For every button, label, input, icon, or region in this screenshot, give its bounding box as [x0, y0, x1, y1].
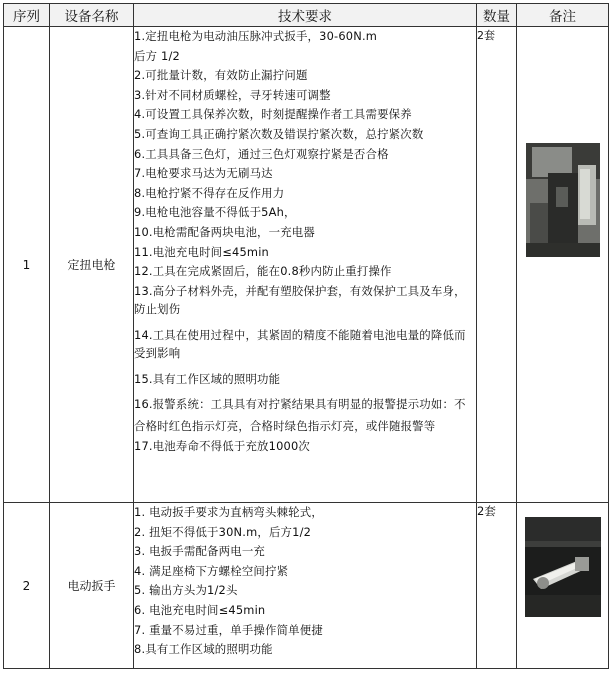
requirement-line: 6. 电池充电时间≤45min [134, 602, 266, 617]
requirement-line: 4.可设置工具保养次数，时刻提醒操作者工具需要保养 [134, 107, 412, 122]
requirement-line: 5.可查询工具正确拧紧次数及错误拧紧次数，总拧紧次数 [134, 126, 424, 141]
requirement-line: 7. 重量不易过重，单手操作简单便捷 [134, 622, 323, 637]
quantity: 2套 [477, 503, 517, 669]
header-no: 序列 [4, 4, 50, 27]
row-number: 2 [4, 503, 50, 669]
requirement-line: 3. 电扳手需配备两电一充 [134, 544, 265, 559]
requirement-line: 17.电池寿命不得低于充放1000次 [134, 439, 311, 454]
requirement-line: 10.电枪需配备两块电池，一充电器 [134, 224, 315, 239]
requirements-cell [134, 503, 477, 669]
table-row [4, 503, 609, 669]
requirement-line: 2.可批量计数，有效防止漏拧问题 [134, 68, 308, 83]
requirement-line: 7.电枪要求马达为无刷马达 [134, 166, 273, 181]
requirement-line: 5. 输出方头为1/2头 [134, 583, 238, 598]
requirement-line: 11.电池充电时间≤45min [134, 244, 269, 259]
note-cell [517, 27, 609, 503]
requirement-line: 4. 满足座椅下方螺栓空间拧紧 [134, 563, 289, 578]
header-row [4, 4, 609, 27]
requirements-cell [134, 27, 477, 503]
torque-gun-photo [526, 143, 600, 257]
table-row [4, 27, 609, 503]
spec-table [3, 3, 609, 669]
requirement-line: 3.针对不同材质螺栓，寻牙转速可调整 [134, 87, 331, 102]
device-name: 电动扳手 [50, 503, 134, 669]
row-number: 1 [4, 27, 50, 503]
requirement-line: 6.工具具备三色灯，通过三色灯观察拧紧是否合格 [134, 146, 389, 161]
header-quantity: 数量 [477, 4, 517, 27]
quantity: 2套 [477, 27, 517, 503]
requirement-line: 8.具有工作区域的照明功能 [134, 642, 273, 657]
requirement-line: 8.电枪拧紧不得存在反作用力 [134, 185, 285, 200]
requirement-line: 2. 扭矩不得低于30N.m，后方1/2 [134, 524, 312, 539]
requirement-line: 14.工具在使用过程中，其紧固的精度不能随着电池电量的降低而受到影响 [134, 327, 466, 360]
requirement-line: 1.定扭电枪为电动油压脉冲式扳手，30-60N.m [134, 29, 378, 43]
electric-wrench-photo [525, 517, 601, 617]
requirement-line: 13.高分子材料外壳，并配有塑胶保护套，有效保护工具及车身，防止划伤 [134, 283, 466, 316]
requirement-line: 12.工具在完成紧固后，能在0.8秒内防止重打操作 [134, 264, 392, 279]
header-requirements: 技术要求 [134, 4, 477, 27]
requirement-line: 1. 电动扳手要求为直柄弯头棘轮式， [134, 505, 323, 519]
requirement-line: 16.报警系统：工具具有对拧紧结果具有明显的报警提示功如：不合格时红色指示灯亮，合格时绿色指示灯亮，或伴随报警等 [134, 397, 466, 434]
requirement-line: 15.具有工作区域的照明功能 [134, 371, 281, 386]
header-note: 备注 [517, 4, 609, 27]
requirement-line: 9.电枪电池容量不得低于5Ah， [134, 205, 296, 220]
device-name: 定扭电枪 [50, 27, 134, 503]
note-cell [517, 503, 609, 669]
header-name: 设备名称 [50, 4, 134, 27]
requirement-line: 后方 1/2 [134, 48, 180, 63]
